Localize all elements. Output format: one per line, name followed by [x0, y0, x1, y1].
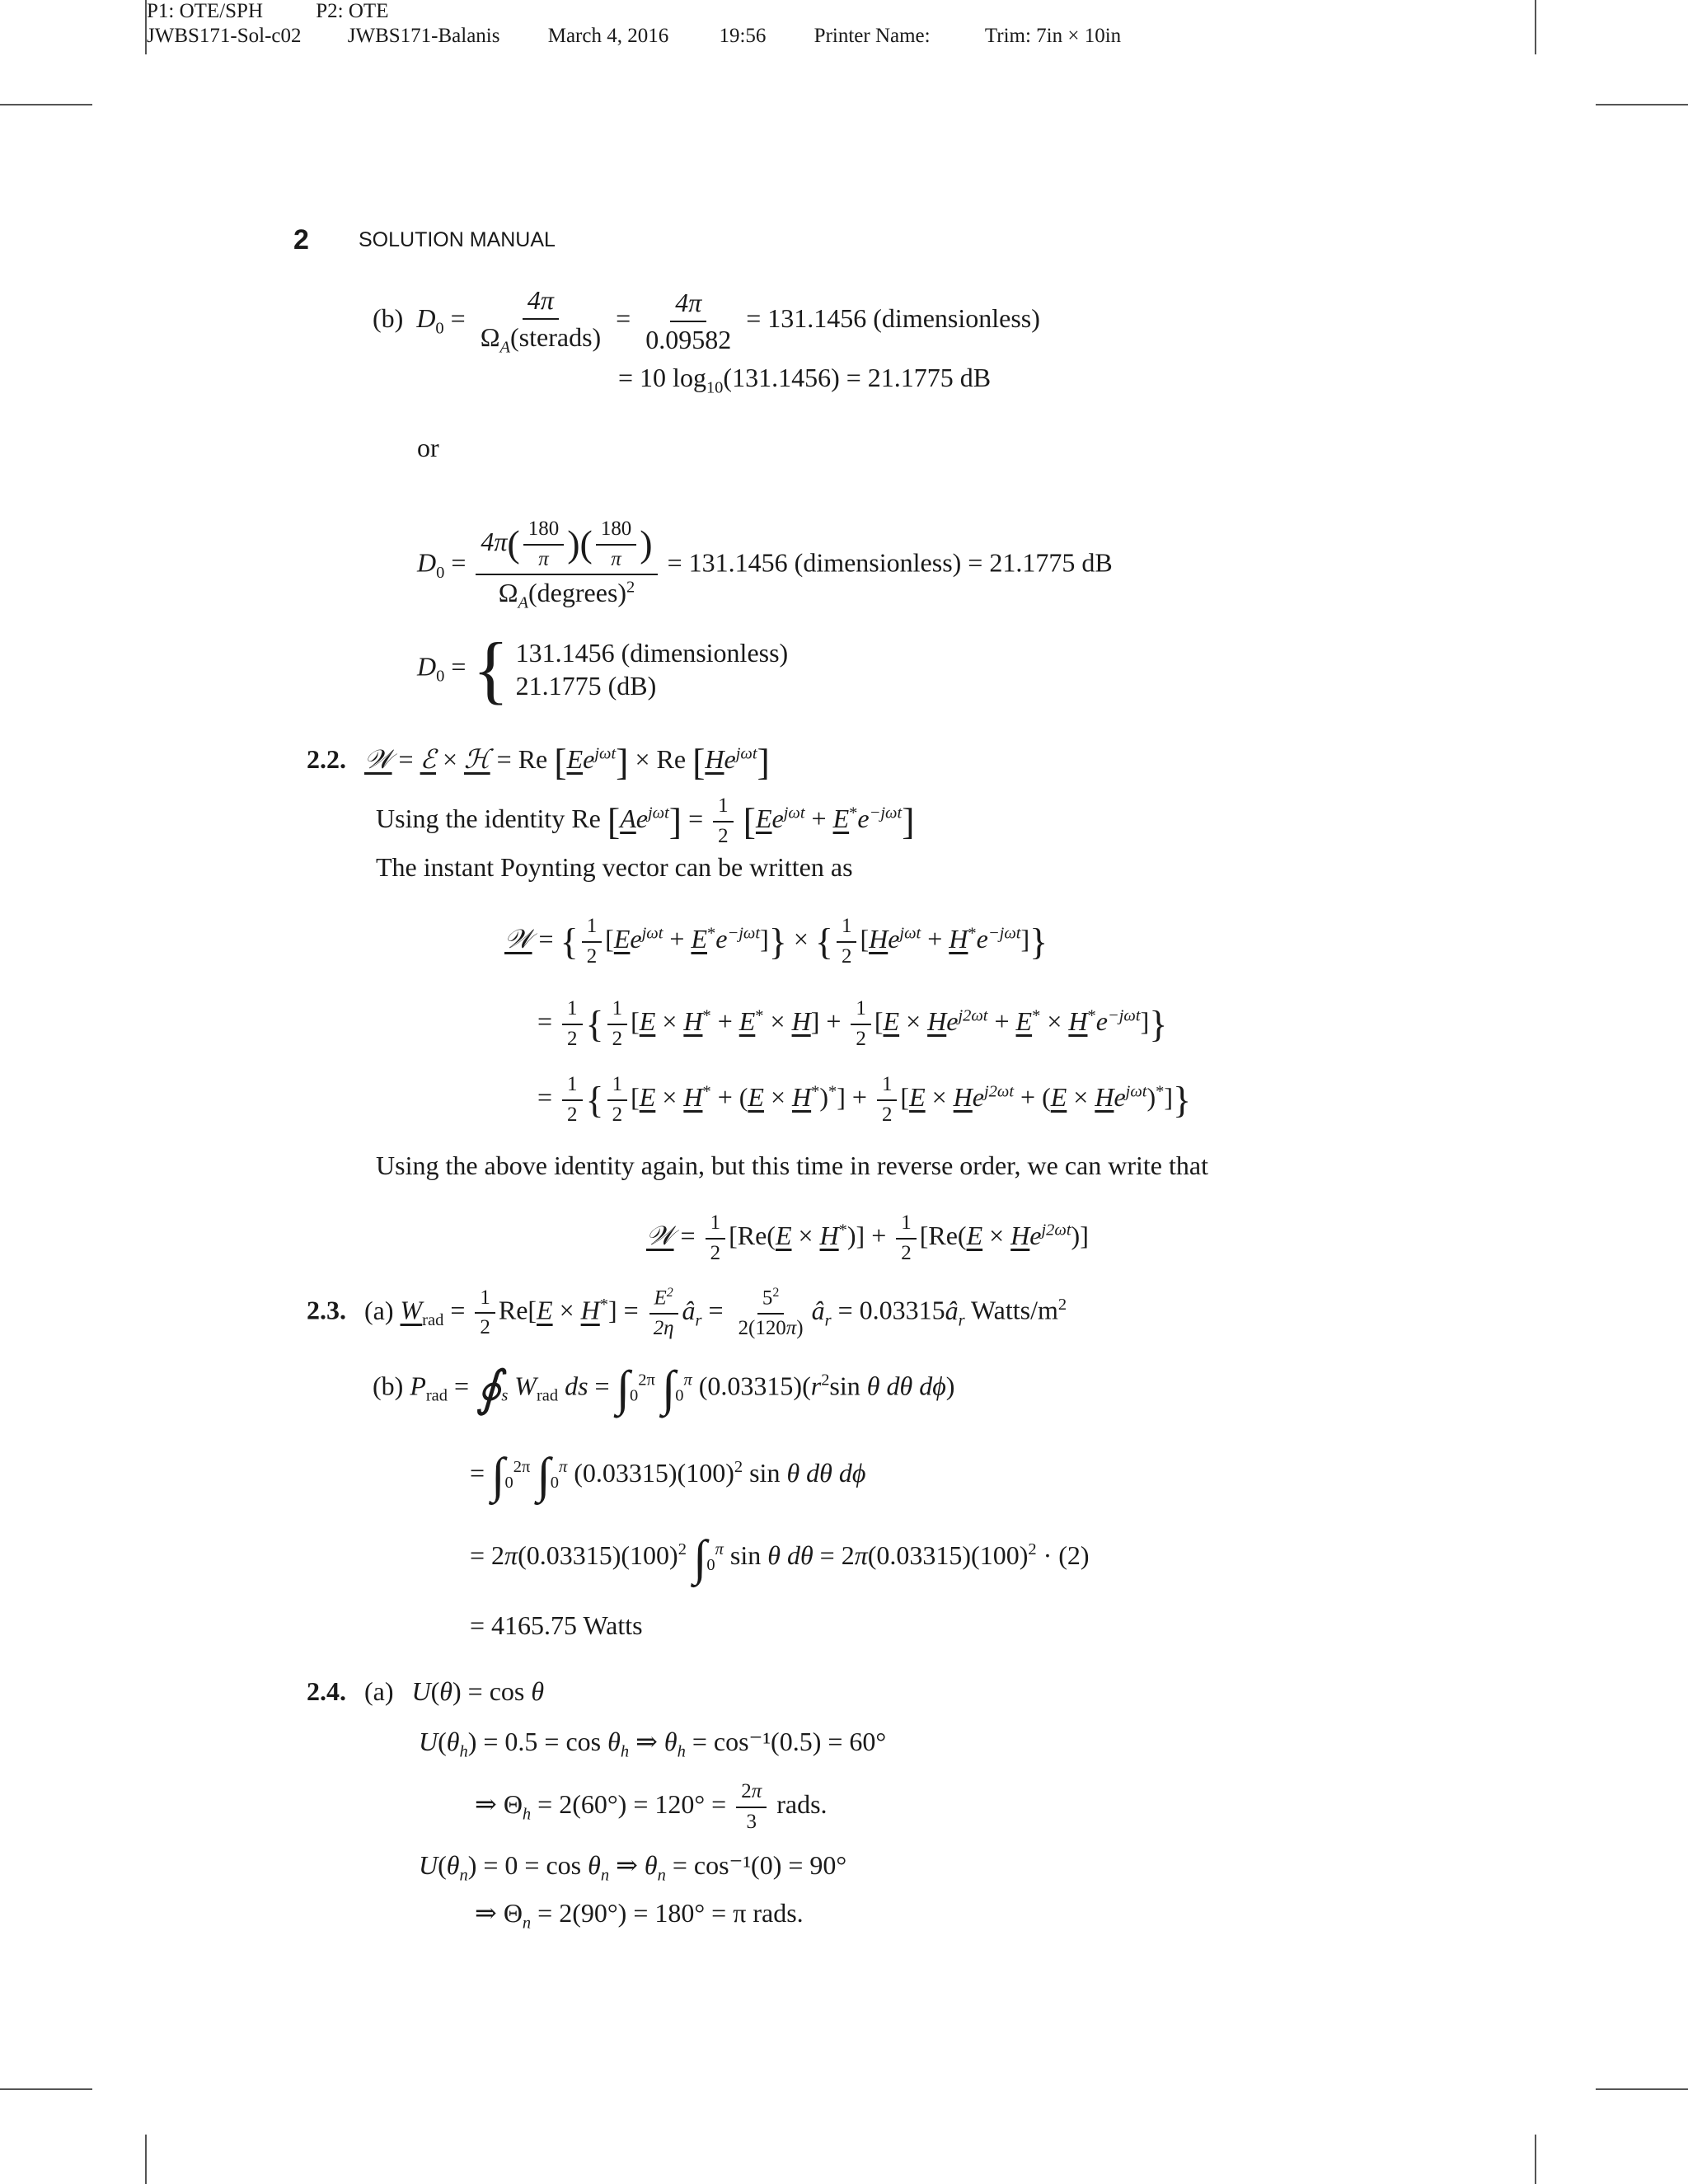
fraction-degrees: 4π( $\frac{180}{\pi}$ )( $\frac{180}{\pi}$ ) $\Omega_A(degrees)^2$ — [476, 518, 657, 613]
p22-identity: Using the identity Re $[Ae^{j\omega t}]$ = $\frac{1}{2}$ $[Ee^{j\omega t} + E^*e^{-j\omega t}]$ — [376, 794, 915, 847]
eq-d0-log: = 10 $\log_{10}(131.1456) = 21.1775$ dB — [618, 363, 992, 397]
d0-dimensionless: 131.1456 (dimensionless) — [767, 303, 1040, 334]
problem-2-4a: 2.4. (a) U(θ) = cos θ — [307, 1676, 545, 1706]
crop-mark-top-right — [1596, 104, 1688, 105]
problem-2-3a: 2.3. (a) $W_{rad}$ = $\frac{1}{2}$ Re[E × H*] = $\frac{E^2}{2\eta}$ $â_r$ = $\frac{5^2}{2(120\pi)}$ $â_r$ = $0.03315â_r$ Watts/$m^2$ — [307, 1286, 1067, 1339]
fraction-4pi-omega: $\frac{4\pi}{\Omega_A(sterads)}$ — [480, 285, 602, 357]
page-number: 2 — [293, 224, 309, 255]
header-p1: P1: OTE/SPH — [147, 0, 264, 22]
problem-2-3b-line-3: = $2\pi(0.03315)(100)^2$ $\int_0^\pi$ sin θ $d\theta = 2\pi(0.03315)(100)^2 \cdot (2)$ — [470, 1530, 1090, 1585]
eq-w-line-2: = $\frac{1}{2}$ { $\frac{1}{2}$ [E × H* + E* × H] + $\frac{1}{2}$ $[E \times He^{j2\omega t} + E^* \times H^*e^{-j\omega t}]$} — [537, 997, 1168, 1050]
problem-label-2-3: 2.3. — [307, 1295, 346, 1325]
label-b: (b) — [373, 303, 404, 334]
eq-Theta-n: ⇒ $\Theta_n = 2(90^\circ) = 180^\circ = \pi$ rads. — [475, 1898, 804, 1933]
eq-w-line-1: 𝒲 = { $\frac{1}{2}$ $[Ee^{j\omega t} + E^*e^{-j\omega t}]$} × { $\frac{1}{2}$ $[He^{j\omega t} + H^*e^{-j\omega t}]$} — [504, 915, 1048, 968]
problem-2-3b: (b) $P_{rad}$ = $∮_s$ $W_{rad}$ ds = $\int_0^{2\pi}$ $\int_0^\pi$ $(0.03315)(r^2\sin$ θ dθ dϕ) — [373, 1361, 955, 1416]
header-p2: P2: OTE — [316, 0, 389, 22]
p22-poynting-text: The instant Poynting vector can be written as — [376, 852, 853, 882]
problem-label-2-4: 2.4. — [307, 1676, 346, 1706]
running-title: SOLUTION MANUAL — [359, 228, 556, 251]
omega-value: 0.09582 — [645, 324, 732, 354]
header-line-2 — [147, 25, 1121, 48]
header-line-1 — [147, 0, 388, 23]
crop-mark-footer-right — [1535, 2135, 1536, 2184]
eq-d0-degrees: $D_0$ = 4π( $\frac{180}{\pi}$ )( $\frac{180}{\pi}$ ) $\Omega_A(degrees)^2$ = 131.1456 (dimensionless) = 21.1775 dB — [417, 518, 1113, 612]
header-date: March 4, 2016 — [547, 25, 669, 47]
header-printer: Printer Name: — [814, 25, 931, 47]
eq-d0-sterads: (b) $D_0$ = $\frac{4\pi}{\Omega_A(sterads)}$ = $\frac{4\pi}{0.09582}$ = 131.1456 (dimensionless) — [373, 285, 1040, 357]
fraction-4pi-value: $\frac{4\pi}{0.09582}$ — [640, 288, 736, 355]
header-code-sol: JWBS171-Sol-c02 — [147, 25, 302, 47]
or-text: or — [417, 433, 439, 462]
eq-w-line-3: = $\frac{1}{2}$ { $\frac{1}{2}$ [E × H* + (E × H*)*] + $\frac{1}{2}$ $[E \times He^{j2\omega t} + (E \times He^{j\omega t})^*]$} — [537, 1073, 1192, 1126]
eq-d0-summary: $D_0$ = { 131.1456 (dimensionless) 21.1775 (dB) — [417, 627, 789, 711]
header-time: 19:56 — [719, 25, 767, 47]
eq-theta-h: $U(\theta_h) = 0.5 = \cos \theta_h$ ⇒ $\theta_h = \cos^{-1}(0.5) = 60^\circ$ — [419, 1727, 887, 1761]
problem-2-3-result: = 4165.75 Watts — [470, 1610, 643, 1640]
eq-w-final: 𝒲 = $\frac{1}{2}$ [Re(E × H*)] + $\frac{1}{2}$ $[Re(E \times He^{j2\omega t})]$ — [646, 1212, 1089, 1264]
problem-2-3b-line-2: = $\int_0^{2\pi}$ $\int_0^\pi$ $(0.03315)(100)^2$ sin θ dθ dϕ — [470, 1448, 866, 1502]
eq-theta-n: $U(\theta_n) = 0 = \cos \theta_n$ ⇒ $\theta_n = \cos^{-1}(0) = 90^\circ$ — [419, 1850, 847, 1885]
crop-mark-header-right — [1535, 0, 1536, 54]
crop-mark-header-left — [145, 0, 147, 54]
problem-2-2: 2.2. 𝒲 = ℰ × ℋ = Re $[Ee^{j\omega t}] \times Re$ $[He^{j\omega t}]$ — [307, 741, 770, 783]
crop-mark-footer-left — [145, 2135, 147, 2184]
crop-mark-top-left — [0, 104, 92, 105]
crop-mark-bottom-right — [1596, 2088, 1688, 2090]
crop-mark-bottom-left — [0, 2088, 92, 2090]
header-trim: Trim: 7in × 10in — [984, 25, 1122, 47]
p22-again-text: Using the above identity again, but this time in reverse order, we can write that — [376, 1151, 1208, 1180]
header-code-book: JWBS171-Balanis — [347, 25, 500, 47]
problem-label-2-2: 2.2. — [307, 743, 346, 774]
eq-Theta-h: ⇒ $\Theta_h = 2(60^\circ) = 120^\circ$ = $\frac{2\pi}{3}$ rads. — [475, 1780, 828, 1833]
